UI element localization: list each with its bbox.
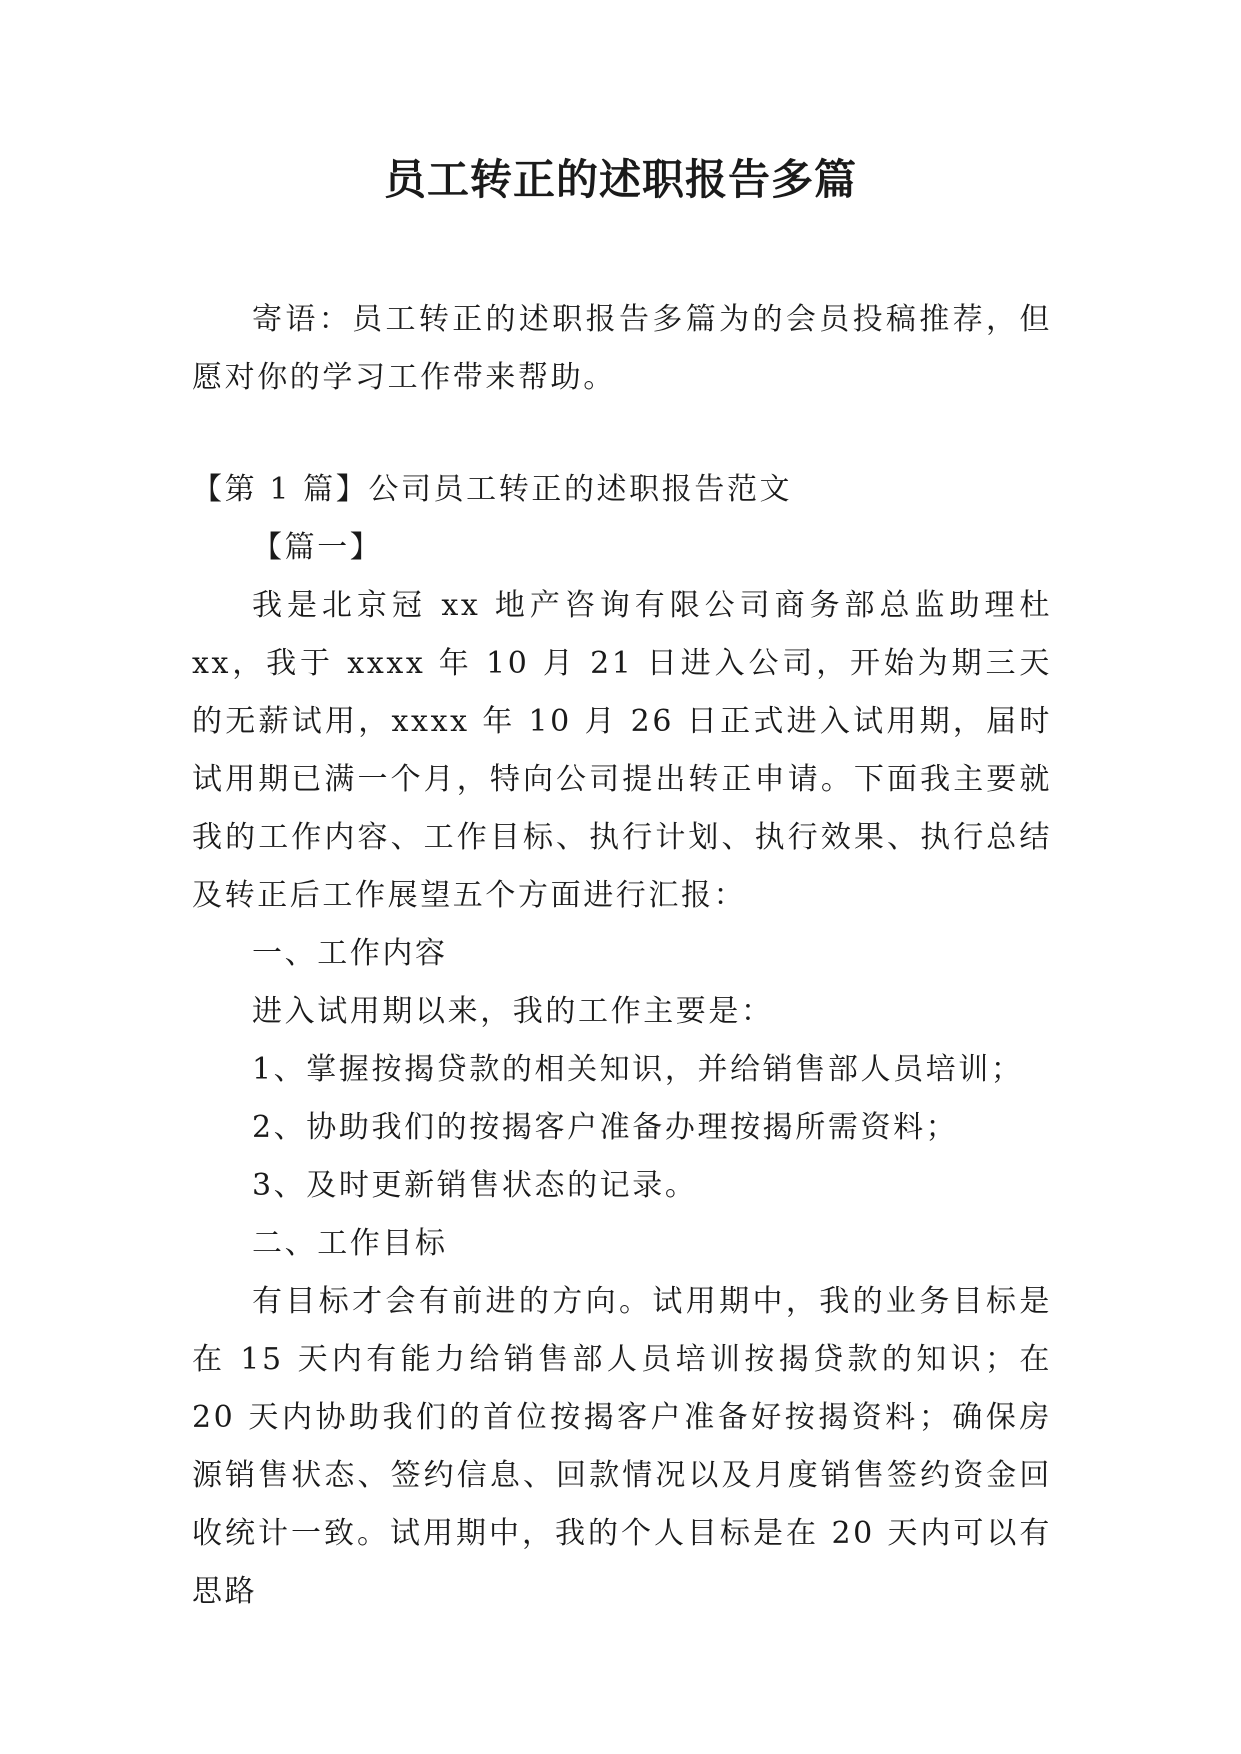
section-heading: 【第 1 篇】公司员工转正的述职报告范文 [192,472,793,507]
article-body [192,461,1052,1621]
paragraph-work-goals: 有目标才会有前进的方向。试用期中，我的业务目标是在 15 天内有能力给销售部人员培训按揭贷款的知识；在 20 天内协助我们的首位按揭客户准备好按揭资料；确保房源销售状态、签约信息、回款情况以及月度销售签约资金回收统计一致。试用期中，我的个人目标是在 20 天内可以有思路 [192,1284,1052,1609]
list-item-2: 2、协助我们的按揭客户准备办理按揭所需资料； [252,1110,959,1145]
paragraph-introduction: 我是北京冠 xx 地产咨询有限公司商务部总监助理杜 xx，我于 xxxx 年 10 月 21 日进入公司，开始为期三天的无薪试用，xxxx 年 10 月 26 日正式进入试用期，届时试用期已满一个月，特向公司提出转正申请。下面我主要就我的工作内容、工作目标、执行计划、执行效果、执行总结及转正后工作展望五个方面进行汇报： [192,588,1052,913]
intro-block [192,291,1052,407]
paragraph-work-intro: 进入试用期以来，我的工作主要是： [252,994,774,1029]
list-item-3: 3、及时更新销售状态的记录。 [252,1168,698,1203]
heading-work-goals: 二、工作目标 [252,1226,448,1261]
heading-work-content: 一、工作内容 [252,936,448,971]
paragraph-part-label: 【篇一】 [252,530,383,565]
intro-paragraph: 寄语：员工转正的述职报告多篇为的会员投稿推荐，但愿对你的学习工作带来帮助。 [192,302,1052,395]
list-item-1: 1、掌握按揭贷款的相关知识，并给销售部人员培训； [252,1052,1024,1087]
document-title: 员工转正的述职报告多篇 [383,155,857,204]
